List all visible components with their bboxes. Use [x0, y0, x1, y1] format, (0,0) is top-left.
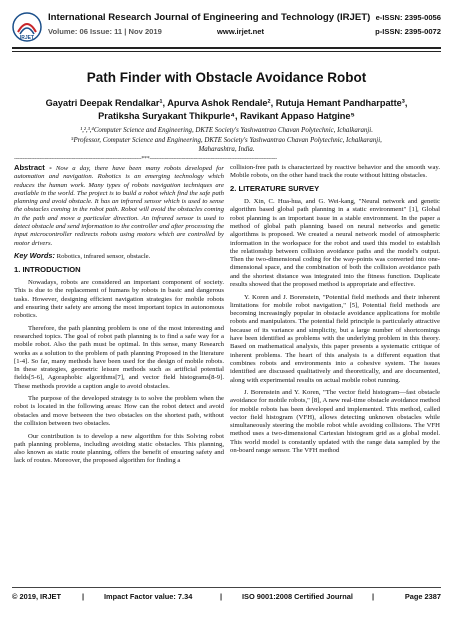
- keywords-label: Key Words:: [14, 251, 55, 261]
- abstract: [14, 164, 224, 248]
- authors-line-2: Pratiksha Suryakant Thikpurle⁴, Ravikant Appaso Hatgine⁵: [98, 111, 355, 121]
- affiliation-line-2: ⁵Professor, Computer Science and Engineering, DKTE Society's Yashwantrao Chavan Polytechnic, Ichalkaranji,: [71, 136, 382, 144]
- abstract-label: Abstract -: [14, 163, 52, 172]
- header-rule: [12, 47, 441, 49]
- e-issn: e-ISSN: 2395-0056: [375, 13, 441, 22]
- footer-impact-factor: Impact Factor value: 7.34: [104, 592, 193, 601]
- footer-rule: [12, 587, 441, 588]
- footer-iso: ISO 9001:2008 Certified Journal: [242, 592, 353, 601]
- intro-continuation: collision-free path is characterized by reactive behavior and the smooth way. Mobile robots, on the other hand track the route without hitting obstacles.: [230, 164, 440, 180]
- footer-divider: |: [220, 592, 223, 601]
- keywords: [14, 252, 224, 261]
- footer-divider: |: [82, 592, 85, 601]
- intro-paragraph: The purpose of the developed strategy is to solve the problem when the robot is located in the following areas: How can the robot detect and avoid obstacles and move between the two obstacles on the shortest path, without the collision between two obstacles.: [14, 395, 224, 428]
- right-column: [230, 164, 440, 460]
- paper-title: Path Finder with Obstacle Avoidance Robot: [86, 70, 367, 85]
- intro-heading: 1. INTRODUCTION: [14, 264, 81, 274]
- authors-line-1: Gayatri Deepak Rendalkar¹, Apurva Ashok Rendale², Rutuja Hemant Pandharpatte³,: [45, 98, 408, 108]
- section-separator: ---------------------------------------------------------------------------***---------------------------------------------------------------------------: [14, 156, 277, 162]
- literature-paragraph: Y. Koren and J. Borenstein, "Potential field methods and their inherent limitations for mobile robot navigation," [5], Potential field methods are becoming increasingly popular in obstacle avoidance applications for mobile robots and manipulators. The potential field principle is particularly attractive because of its variance and simplicity, but a large number of shortcomings have been identified as problems with the underlying problem in this theory. Based on mathematical analysis, this paper presents a systematic critique of inherent problems. The heart of this analysis is a different equation that combines robots and environments into a cohesive system. The issues identified are discussed qualitatively and theoretically, and are documented, along with experimental results on actual mobile robot running.: [230, 293, 440, 384]
- abstract-text: Now a day, there have been many robots developed for automation and navigation. Robotics is an emerging technology which reduces the human work. Many types of robots navigation techniques are available in the world. The project is to build a robot which find the safe path planning and avoid obstacle. It has an infrared sensor which is used to sense the obstacles coming in the robot path. Robot will avoid the obstacles coming in the path and move a particular direction. An infrared sensor is used to detect obstacle and send information to the controller and after processing the input microcontroller redirects robots using motors which are controlled by motor drivers.: [14, 165, 224, 247]
- author-list: [0, 97, 453, 123]
- intro-paragraph: Therefore, the path planning problem is one of the most interesting and researched topics. The goal of robot path planning is to find a safe way for a mobile robot. Also the path must be optimal. In this sense, many Research works as a solution to the problem of path planning Proposed in the literature [1-4]. So far, many methods have been used for the design of mobile robots. In these strategies, geometric leisure methods such as artificial potential fields[5-6], Agoraphobic algorithms[7], and vector field histograms[8-9]. These methods provide a caption angle to avoid obstacles.: [14, 324, 224, 390]
- intro-paragraph: Nowadays, robots are considered an important component of society. This is due to the replacement of humans by robots in basic and dangerous tasks. However, designing efficient navigation strategies for mobile robots and ensuring their safety are among the most important topics in autonomous robotics.: [14, 278, 224, 320]
- volume-issue: Volume: 06 Issue: 11 | Nov 2019: [48, 27, 162, 36]
- literature-heading: 2. LITERATURE SURVEY: [230, 183, 320, 193]
- p-issn: p-ISSN: 2395-0072: [375, 27, 441, 36]
- footer-page-number: Page 2387: [404, 592, 441, 601]
- intro-paragraph: Our contribution is to develop a new algorithm for this Solving robot path planning problems, including avoiding static obstacles. This planning, also known as static route planning, offers the benefit of ensuring safety and lack of routes. Moreover, the proposed algorithm for finding a: [14, 432, 224, 465]
- header-rule-thin: [12, 51, 441, 52]
- journal-header: [12, 10, 441, 44]
- irjet-logo: [12, 12, 42, 42]
- svg-text:IRJET: IRJET: [19, 35, 35, 41]
- literature-paragraph: D. Xin, C. Hua-hua, and G. Wei-kang, "Neural network and genetic algorithm based global path planning in a static environment" [1], Global robot planning is an important issue in a stable environment. In the paper a method of global path planning based on neural networks and genetic algorithms is proposed. We created a neural network model of atmospheric information in the workspace for the robot and used this model to establish the relationship between collision avoidance paths and the model's output. Then the two-dimensional coding for the way-points was converted into one-dimensional space, and the combination of both the collision avoidance path and the shortest distance was integrated into the fitness function. Duplicate results showed that the proposed method is appropriate and effective.: [230, 198, 440, 289]
- affiliation-line-3: Maharashtra, India.: [198, 146, 255, 154]
- journal-website[interactable]: www.irjet.net: [217, 27, 264, 36]
- left-column: [14, 164, 224, 470]
- footer-divider: |: [372, 592, 375, 601]
- keywords-text: Robotics, infrared sensor, obstacle.: [56, 253, 151, 261]
- footer-copyright: © 2019, IRJET: [12, 592, 61, 601]
- affiliations: [14, 126, 439, 155]
- literature-paragraph: J. Borenstein and Y. Koren, "The vector field histogram—fast obstacle avoidance for mobile robots," [8], A new real-time obstacle avoidance method for mobile robots has been developed and implemented. This method, called vector field histogram (VFH), allows detecting unknown obstacles while simultaneously steering the mobile robot while avoiding collisions. The VFH method uses a two-dimensional Cartesian histogram grid as a global model. This world model is constantly updated with the range data sampled by the on-board range sensor. The VFH method: [230, 388, 440, 455]
- affiliation-line-1: ¹,²,³,⁴Computer Science and Engineering, DKTE Society's Yashwantrao Chavan Polytechnic, Ichalkaranji.: [80, 127, 373, 134]
- journal-name: International Research Journal of Engineering and Technology (IRJET): [48, 12, 371, 23]
